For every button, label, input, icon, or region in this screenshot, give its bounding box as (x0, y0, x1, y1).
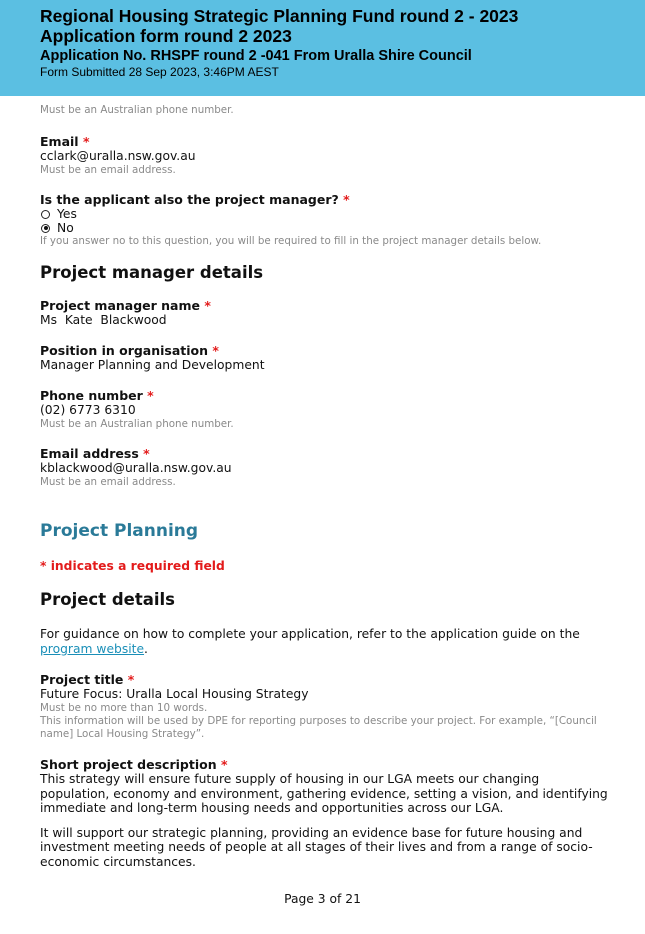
position-field (40, 343, 610, 373)
project-title-hint-usage: This information will be used by DPE for reporting purposes to describe your project. For example, “[Council name] Local Housing Strategy”. (40, 715, 597, 740)
pm-email-value: kblackwood@uralla.nsw.gov.au (40, 461, 232, 475)
project-title-label: Project title * (40, 672, 135, 687)
position-value: Manager Planning and Development (40, 358, 265, 372)
required-mark: * (127, 672, 135, 687)
radio-yes[interactable]: Yes (40, 207, 610, 221)
applicant-pm-hint: If you answer no to this question, you will be required to fill in the project manager details below. (40, 235, 542, 247)
project-title-field (40, 672, 610, 741)
radio-checked-icon (41, 224, 50, 233)
applicant-pm-label: Is the applicant also the project manager? * (40, 192, 350, 207)
form-content (40, 104, 610, 869)
guidance-text: For guidance on how to complete your application, refer to the application guide on the program website. (40, 627, 580, 656)
submitted-date: Form Submitted 28 Sep 2023, 3:46PM AEST (40, 65, 279, 79)
pm-phone-hint: Must be an Australian phone number. (40, 418, 234, 430)
project-details-heading: Project details (40, 590, 175, 609)
email-hint: Must be an email address. (40, 164, 176, 176)
program-website-link[interactable]: program website (40, 641, 145, 656)
short-description-field (40, 757, 610, 869)
pm-email-field (40, 446, 610, 489)
pm-phone-field (40, 388, 610, 431)
project-title-hint-length: Must be no more than 10 words. (40, 702, 208, 714)
required-mark: * (204, 298, 211, 313)
required-field-note: * indicates a required field (40, 559, 225, 573)
pm-name-field (40, 298, 610, 328)
applicant-pm-field (40, 192, 610, 248)
phone-hint: Must be an Australian phone number. (40, 104, 234, 116)
email-field (40, 134, 610, 177)
pm-email-label: Email address * (40, 446, 150, 461)
required-mark: * (82, 134, 90, 149)
project-planning-title: Project Planning (40, 521, 199, 541)
radio-unchecked-icon (41, 210, 50, 219)
short-description-label: Short project description * (40, 757, 228, 772)
pm-name-label: Project manager name * (40, 298, 211, 313)
fund-title: Regional Housing Strategic Planning Fund round 2 - 2023 (40, 6, 519, 26)
form-name: Application form round 2 2023 (40, 26, 292, 46)
required-mark: * (143, 446, 150, 461)
short-description-para-2: It will support our strategic planning, providing an evidence base for future housing and investment meeting needs of people at all stages of their lives and from a range of socio-economic circumstances. (40, 825, 593, 869)
pm-phone-value: (02) 6773 6310 (40, 403, 136, 417)
required-mark: * (212, 343, 219, 358)
required-mark: * (220, 757, 228, 772)
page-header (0, 0, 645, 96)
pm-section-heading: Project manager details (40, 263, 264, 282)
page-number: Page 3 of 21 (284, 892, 361, 906)
pm-phone-label: Phone number * (40, 388, 154, 403)
email-value: cclark@uralla.nsw.gov.au (40, 149, 196, 163)
radio-no[interactable]: No (40, 221, 610, 235)
required-mark: * (343, 192, 350, 207)
project-title-value: Future Focus: Uralla Local Housing Strategy (40, 687, 309, 701)
email-label: Email * (40, 134, 90, 149)
required-mark: * (147, 388, 154, 403)
pm-email-hint: Must be an email address. (40, 476, 176, 488)
short-description-para-1: This strategy will ensure future supply of housing in our LGA meets our changing population, economy and environment, gathering evidence, setting a vision, and identifying immediate and long-term housing needs and opportunities across our LGA. (40, 772, 608, 815)
position-label: Position in organisation * (40, 343, 219, 358)
pm-name-value: Ms Kate Blackwood (40, 313, 167, 327)
application-number: Application No. RHSPF round 2 -041 From Uralla Shire Council (40, 48, 472, 64)
